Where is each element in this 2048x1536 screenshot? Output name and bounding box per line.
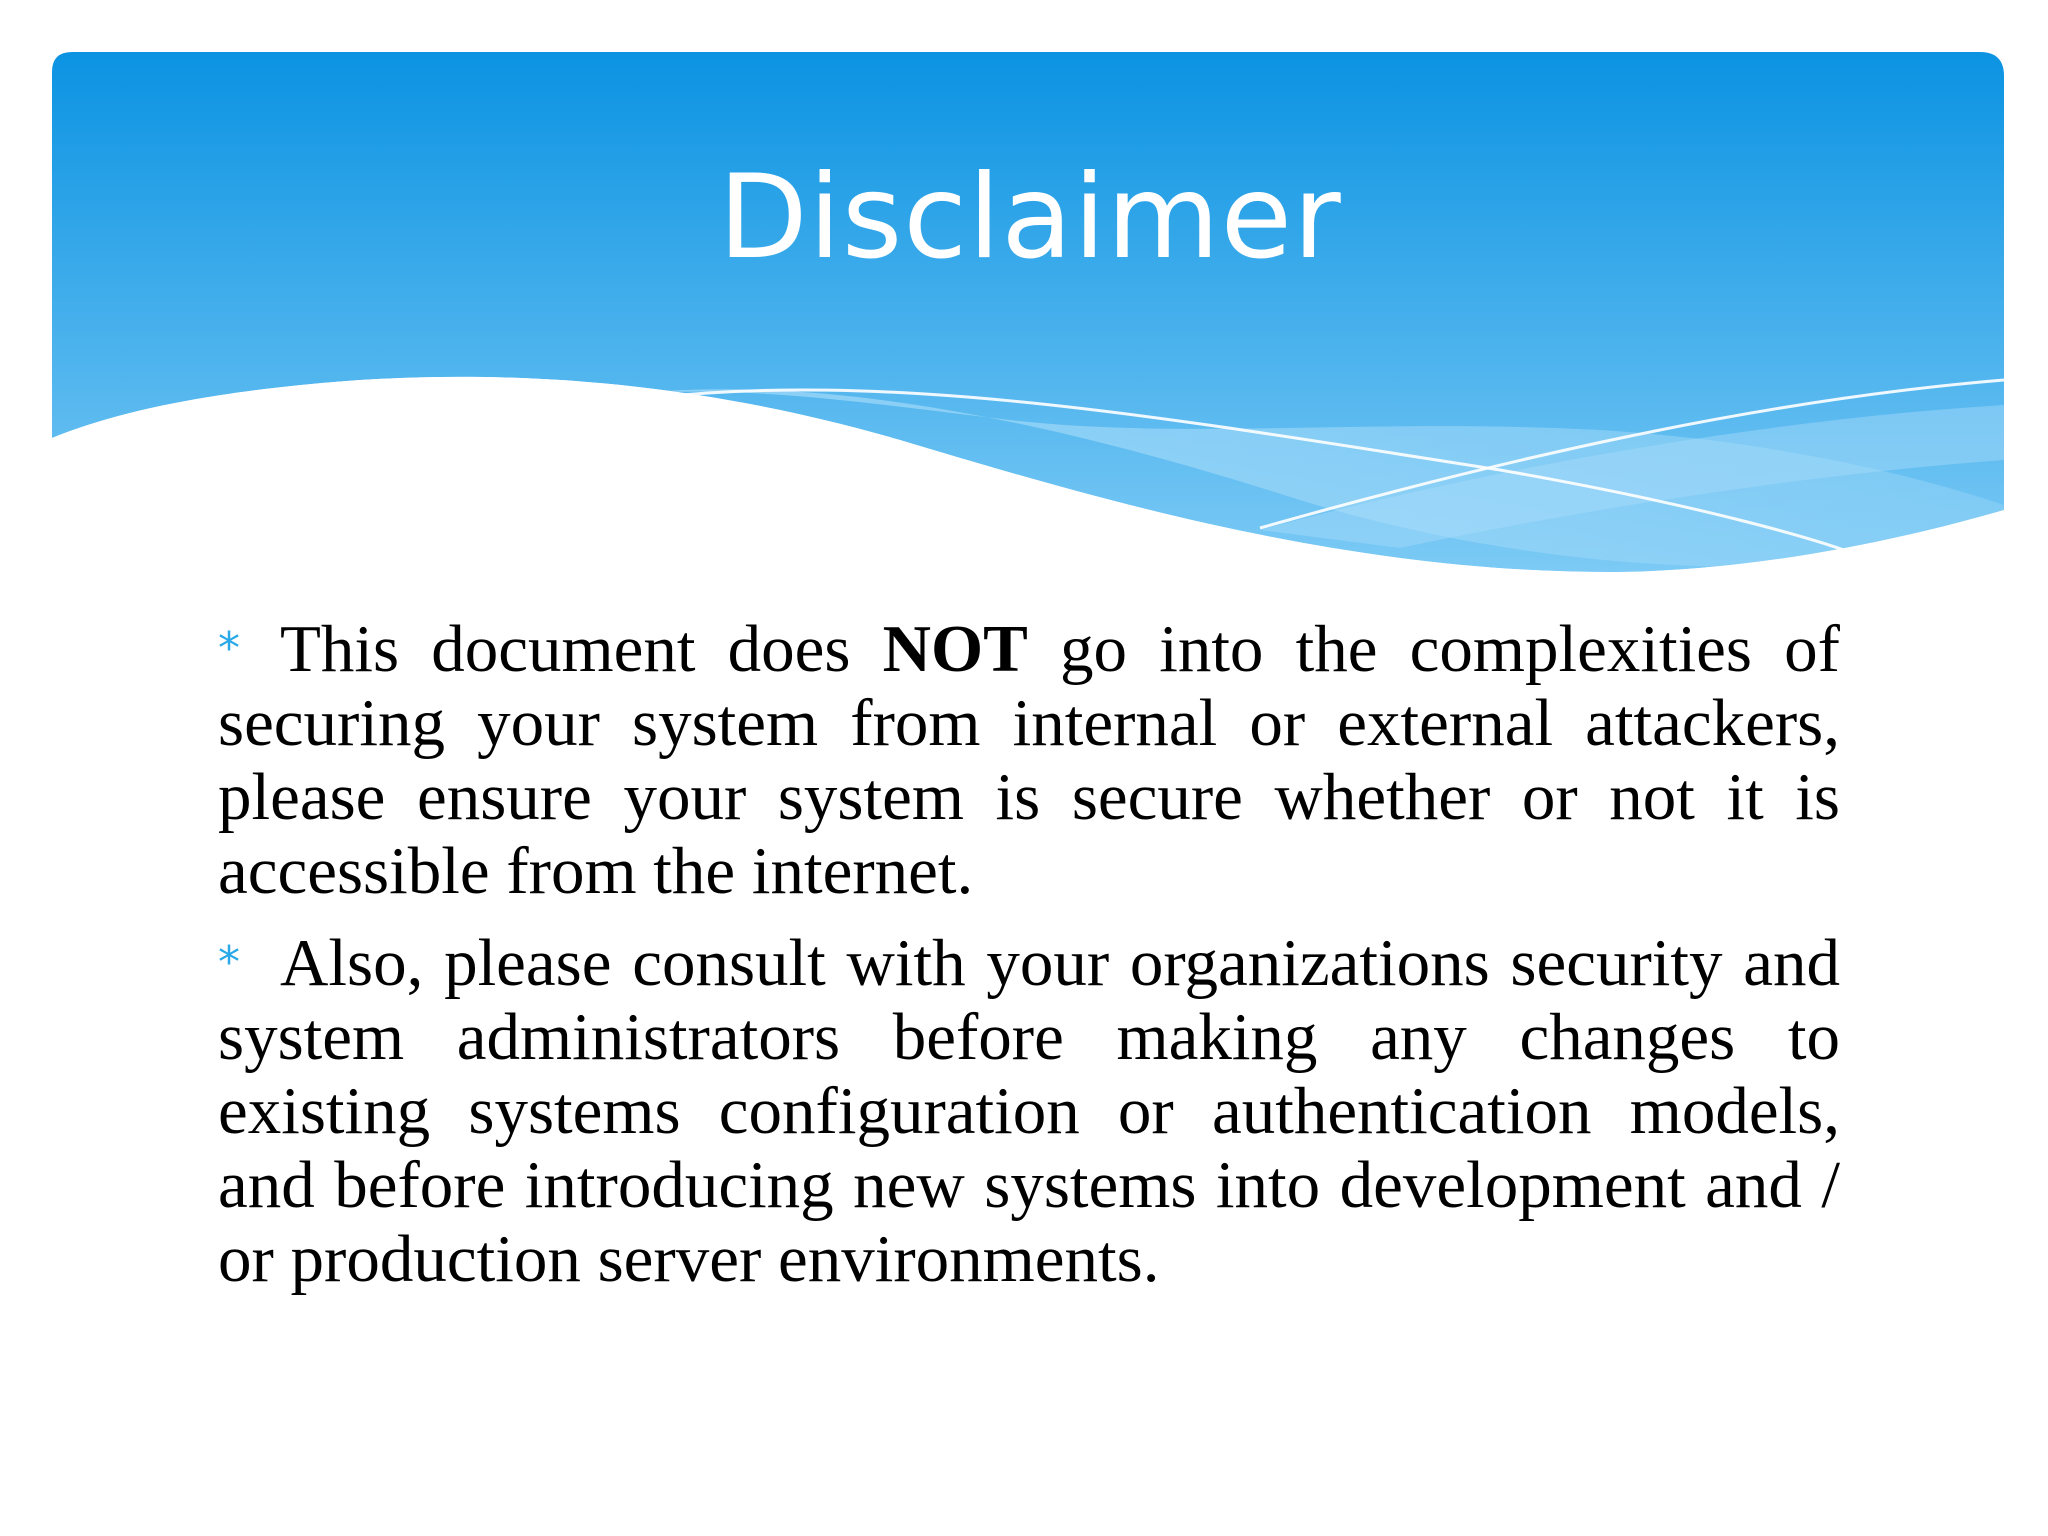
slide-body	[218, 612, 1840, 1314]
header-wave-background	[0, 0, 2048, 620]
bullet-1-text-before: This document does	[280, 612, 883, 686]
bullet-1-emphasis: NOT	[882, 612, 1028, 686]
bullet-1-text-after: go into the complexities of securing your system from internal or external attackers, please ensure your system is secure whether or not it is accessible from the internet.	[218, 612, 1840, 908]
bullet-item-2	[218, 926, 1840, 1296]
asterisk-bullet-icon: *	[218, 623, 240, 674]
bullet-2-text: Also, please consult with your organizations security and system administrators before making any changes to existing systems configuration or authentication models, and before introducing new systems into development and / or production server environments.	[218, 926, 1840, 1296]
asterisk-bullet-icon: *	[218, 937, 240, 988]
slide-title: Disclaimer	[718, 150, 1342, 285]
bullet-item-1	[218, 612, 1840, 908]
